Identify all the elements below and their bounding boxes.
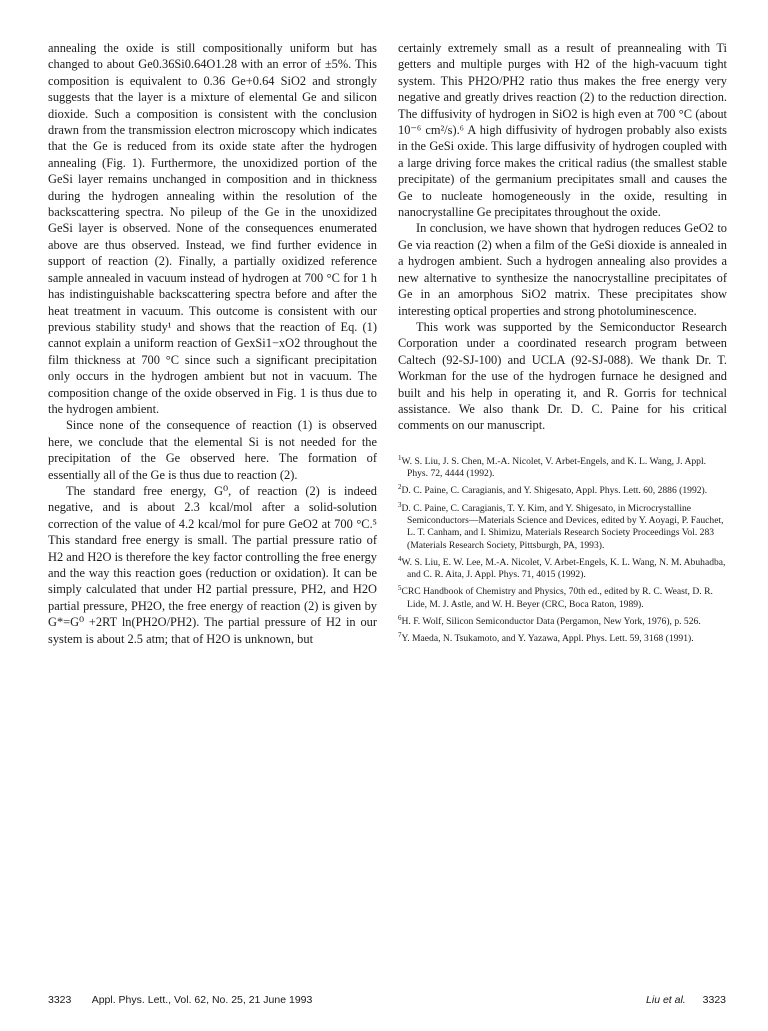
right-column bbox=[398, 40, 727, 647]
journal-citation: Appl. Phys. Lett., Vol. 62, No. 25, 21 June 1993 bbox=[91, 994, 313, 1006]
reference-item: $^3$D. C. Paine, C. Caragianis, T. Y. Kim, and Y. Shigesato, in Microcrystalline Semiconductors—Materials Science and Devices, edited by Y. Aoyagi, P. Fauchet, L. T. Canham, and I. Shimizu, Materials Research Society Proceedings Vol. 283 (Materials Research Society, Pittsburgh, PA, 1993). bbox=[398, 500, 724, 551]
reference-item: $^5$CRC Handbook of Chemistry and Physics, 70th ed., edited by R. C. Weast, D. R. Lide, M. J. Astle, and W. H. Beyer (CRC, Boca Raton, 1989). bbox=[398, 584, 713, 610]
references-list bbox=[398, 452, 727, 646]
paragraph: The standard free energy, G⁰, of reaction (2) is indeed negative, and is about 2.3 kcal/mol after a solid-solution correction of the value of 4.2 kcal/mol for pure GeO2 at 700 °C.⁵ This standard free energy is small. The partial pressure ratio of H2 and H2O is therefore the key factor controlling the free energy and the way this reaction goes (reduction or oxidation). It can be simply calculated that under H2 partial pressure, PH2, and H2O partial pressure, PH2O, the free energy of reaction (2) is given by G*=G⁰ +2RT ln(PH2O/PH2). The partial pressure of H2 in our system is about 2.5 atm; that of H2O is unknown, but bbox=[48, 483, 377, 646]
acknowledgment: This work was supported by the Semiconductor Research Corporation under a coordinated research program between Caltech (92-SJ-100) and UCLA (92-SJ-088). We thank Dr. T. Workman for the use of the hydrogen furnace he designed and built and his help in operating it, and R. Gorris for technical assistance. We also thank Dr. D. C. Paine for his critical comments on our manuscript. bbox=[398, 319, 727, 433]
reference-item: $^7$Y. Maeda, N. Tsukamoto, and Y. Yazawa, Appl. Phys. Lett. 59, 3168 (1991). bbox=[398, 631, 694, 645]
paragraph: Since none of the consequence of reaction (1) is observed here, we conclude that the elemental Si is not needed for the precipitation of the Ge observed here. The formation of essentially all of the Ge is thus due to reaction (2). bbox=[48, 418, 377, 482]
paragraph: certainly extremely small as a result of preannealing with Ti getters and multiple purges with H2 of the high-vacuum tight system. This PH2O/PH2 ratio thus makes the free energy very negative and greatly drives reaction (2) to the reduction direction. The diffusivity of hydrogen in SiO2 is high even at 700 °C (about 10⁻⁶ cm²/s).⁶ A high diffusivity of hydrogen probably also exists in the GeSi oxide. This large diffusivity of hydrogen coupled with a large driving force makes the critical radius (the smallest stable precipitate) of the germanium precipitates small and causes the Ge to nucleate homogeneously in the oxide, resulting in nanocrystalline Ge precipitates throughout the oxide. bbox=[398, 41, 727, 220]
paragraph: In conclusion, we have shown that hydrogen reduces GeO2 to Ge via reaction (2) when a film of the GeSi dioxide is annealed in a hydrogen ambient. Such a hydrogen annealing also provides a new alternative to synthesize the nanocrystalline precipitates of Ge in an amorphous SiO2 matrix. These precipitates show interesting optical properties and strong photoluminescence. bbox=[398, 221, 727, 318]
running-authors: Liu et al. bbox=[646, 994, 686, 1006]
left-column bbox=[48, 40, 377, 647]
page-number-right: 3323 bbox=[702, 994, 726, 1006]
reference-item: $^2$D. C. Paine, C. Caragianis, and Y. Shigesato, Appl. Phys. Lett. 60, 2886 (1992). bbox=[398, 483, 708, 497]
reference-item: $^6$H. F. Wolf, Silicon Semiconductor Data (Pergamon, New York, 1976), p. 526. bbox=[398, 613, 701, 628]
paragraph: annealing the oxide is still compositionally uniform but has changed to about Ge0.36Si0.64O1.28 with an error of ±5%. This composition is equivalent to 0.36 Ge+0.64 SiO2 and strongly suggests that the layer is a mixture of elemental Ge and silicon dioxide. Such a composition is consistent with the conclusion drawn from the transmission electron microscopy which indicates that the Ge is reduced from its oxide state after the hydrogen annealing (Fig. 1). Furthermore, the unoxidized portion of the GeSi layer remains unchanged in composition and in thickness during the hydrogen annealing within the resolution of the backscattering spectra. No pileup of the Ge in the unoxidized GeSi layer is observed. None of the consequences enumerated above are thus observed. Instead, we find further evidence in support of reaction (2). Finally, a partially oxidized reference sample annealed in vacuum instead of hydrogen at 700 °C for 1 h has indistinguishable backscattering spectra before and after the heat treatment in vacuum. This outcome is consistent with our previous stability study¹ and shows that the reaction of Eq. (1) cannot explain a uniform reaction of GexSi1−xO2 throughout the film thickness at 700 °C since such a significant precipitation only occurs in the hydrogen ambient but not in vacuum. The composition change of the oxide observed in Fig. 1 is thus due to the hydrogen ambient. bbox=[48, 41, 377, 416]
reference-item: $^4$W. S. Liu, E. W. Lee, M.-A. Nicolet, V. Arbet-Engels, K. L. Wang, N. M. Abuhadba, and C. R. Aita, J. Appl. Phys. 71, 4015 (1992). bbox=[398, 554, 726, 581]
page-footer bbox=[0, 994, 768, 1010]
reference-item: $^1$W. S. Liu, J. S. Chen, M.-A. Nicolet, V. Arbet-Engels, and K. L. Wang, J. Appl. Phys. 72, 4444 (1992). bbox=[398, 453, 707, 480]
page-number-left: 3323 bbox=[48, 994, 72, 1006]
